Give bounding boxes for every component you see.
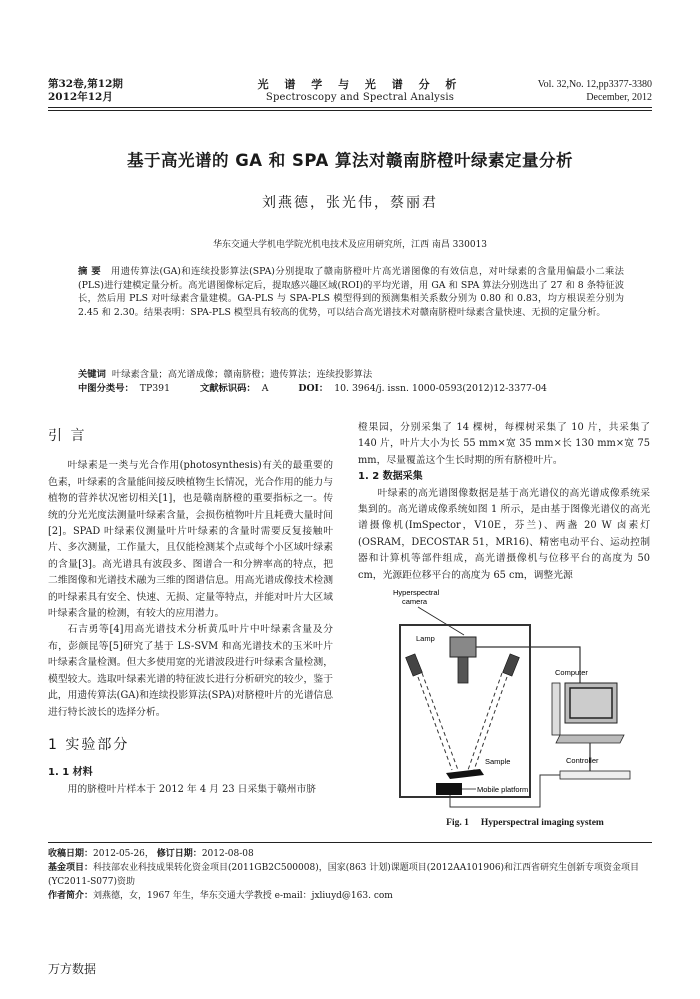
received-date: 2012-05-26， [93, 849, 154, 859]
figure-caption-number: Fig. 1 [446, 818, 469, 828]
paper-authors: 刘燕德，张光伟，蔡丽君 [262, 195, 438, 211]
section1-1-text-left: 用的脐橙叶片样本于 2012 年 4 月 23 日采集于赣州市脐 [67, 783, 317, 795]
figure-label-lamp: Lamp [416, 634, 435, 643]
header-date-cn: 2012年12月 [48, 91, 113, 103]
header-journal-block [250, 78, 470, 104]
abstract [78, 265, 624, 319]
header-date-en: December, 2012 [586, 92, 652, 103]
section1-2-heading: 1. 2 数据采集 [358, 471, 423, 483]
revised-date: 2012-08-08 [201, 849, 254, 859]
sample-leaf-icon [446, 769, 484, 779]
watermark: 万方数据 [48, 962, 97, 976]
doc-code-value: A [261, 382, 269, 394]
doi-label: DOI： [298, 382, 329, 394]
figure-label-camera-line1: Hyperspectral [393, 588, 440, 597]
section1-1-text-right: 橙果园，分别采集了 14 棵树，每棵树采集了 10 片，共采集了 140 片，叶片大小为长 55 mm×宽 35 mm×长 130 mm×宽 75 mm，尽量覆盖这个生长时期的所有脐橙叶片。 [358, 422, 650, 466]
lamp-right-icon [503, 654, 520, 676]
author-label: 作者简介： [48, 891, 94, 901]
intro-paragraph-1: 叶绿素是一类与光合作用(photosynthesis)有关的最重要的色素，叶绿素的含量能间接反映植物生长情况，光合作用的能力与植物的营养状况密切相关[1]，也是赣南脐橙的重要指标之一。传统的分光光度法测量叶绿素含量，会损伤植物叶片且耗费大量时间[2]。SPAD 叶绿素仪测量叶片叶绿素的含量时需要反复接触叶片、多次测量，工作量大，且仅能检测某个点或每个小区域叶绿素的含量[3]。高光谱具有波段多、图谱合一和分辨率高的特点，把二维图像和光谱技术融为三维的图谱信息。用高光谱成像技术检测的叶绿素具有安全、快速、无损、定量等特点，并能对叶片大区域叶绿素含量的检测，有较大的应用潜力。 [48, 460, 333, 620]
header-journal-en: Spectroscopy and Spectral Analysis [265, 92, 455, 103]
camera-lens-icon [458, 657, 468, 683]
keywords-label: 关键词 [78, 369, 106, 380]
section1-heading: 1 实验部分 [48, 736, 130, 753]
abstract-text: 用遗传算法(GA)和连续投影算法(SPA)分别提取了赣南脐橙叶片高光谱图像的有效信息，对叶绿素的含量用偏最小二乘法(PLS)进行建模定量分析。高光谱图像标定后，提取感兴趣区域(ROI)的平均光谱，用 GA 和 SPA 算法分别选出了 27 和 8 条特征波长，然后用 PLS 对叶绿素含量建模。GA-PLS 与 SPA-PLS 模型得到的预测集相关系数分别为 0.80 和 0.83，均方根误差分别为 2.45 和 2.30。结果表明：SPA-PLS 模型具有较高的优势，可以结合高光谱技术对赣南脐橙叶绿素含量快速、无损的定量分析。 [78, 266, 624, 318]
abstract-label: 摘 要 [78, 266, 102, 277]
figure-1-diagram [380, 585, 670, 813]
classification-line [78, 382, 624, 396]
figure-label-controller: Controller [566, 756, 599, 765]
section1-1-heading: 1. 1 材料 [48, 767, 93, 779]
right-column [358, 420, 650, 584]
controller-icon [560, 771, 630, 779]
header-vol-pages: Vol. 32,No. 12,pp3377-3380 [537, 79, 652, 90]
doi-value: 10. 3964/j. issn. 1000-0593(2012)12-3377-04 [334, 382, 547, 394]
author-text: 刘燕德，女，1967 年生，华东交通大学教授 e-mail：jxliuyd@163. com [93, 891, 393, 901]
received-label: 收稿日期： [48, 849, 94, 859]
mobile-platform-icon [436, 783, 462, 795]
header-rule-top [48, 107, 652, 108]
keywords-block [78, 368, 624, 395]
camera-pointer-line [418, 607, 464, 635]
paper-title: 基于高光谱的 GA 和 SPA 算法对赣南脐橙叶绿素定量分析 [126, 151, 574, 170]
fund-label: 基金项目： [48, 863, 94, 873]
revised-label: 修订日期： [156, 849, 202, 859]
figure-label-mobile: Mobile platform [477, 785, 529, 794]
intro-paragraph-2: 石吉勇等[4]用高光谱技术分析黄瓜叶片中叶绿素含量及分布，彭颜昆等[5]研究了基于 LS-SVM 和高光谱技术的玉米叶片叶绿素含量检测。但大多使用宽的光谱波段进行叶绿素含量检测，模型较大。选取叶绿素光谱的特征波长进行分析研究的较少，鉴于此，用遗传算法(GA)和连续投影算法(SPA)对脐橙叶片的光谱信息进行特长波长的选择分析。 [48, 624, 333, 718]
figure-1-caption [400, 818, 650, 828]
keywords-text: 叶绿素含量；高光谱成像；赣南脐橙；遗传算法；连续投影算法 [111, 369, 373, 380]
doc-code-label: 文献标识码： [199, 382, 256, 394]
left-column [48, 428, 333, 798]
footnote-rule [48, 842, 652, 843]
footnote-block [48, 847, 652, 903]
beam-left-inner [422, 673, 458, 770]
clc-value: TP391 [139, 382, 170, 394]
figure-label-sample: Sample [485, 757, 511, 766]
header-volume-block [48, 78, 123, 104]
figure-label-computer: Computer [555, 668, 588, 677]
beam-left-outer [418, 677, 452, 770]
intro-heading: 引 言 [48, 428, 87, 444]
computer-keyboard-icon [556, 735, 624, 743]
camera-icon [450, 637, 476, 657]
figure-label-camera-line2: camera [402, 597, 428, 606]
footnote-dates [48, 847, 652, 861]
footnote-author [48, 889, 652, 903]
header-vol-block [538, 78, 652, 104]
footnote-fund [48, 861, 652, 889]
fund-text: 科技部农业科技成果转化资金项目(2011GB2C500008)，国家(863 计划)课题项目(2012AA101906)和江西省研究生创新专项资金项目(YC2011-S077)资助 [48, 863, 640, 887]
keywords-line [78, 368, 624, 382]
lamp-left-icon [406, 654, 423, 676]
beam-right-inner [468, 673, 502, 770]
figure-caption-text: Hyperspectral imaging system [480, 818, 604, 828]
clc-label: 中图分类号： [78, 382, 134, 394]
header-rule-bottom [48, 110, 652, 111]
computer-screen-icon [570, 688, 612, 718]
section1-2-text: 叶绿素的高光谱图像数据是基于高光谱仪的高光谱成像系统采集到的。高光谱成像系统如图 1 所示，是由基于图像光谱仪的高光谱摄像机(ImSpector，V10E，芬兰)、两盏 20 W 卤素灯(OSRAM，DECOSTAR 51，MR16)、精密电动平台、运动控制器和计算机等部件组成，高光谱摄像机与位移平台的高度为 50 cm，光源距位移平台的高度为 65 cm，调整光源 [358, 487, 650, 581]
header-journal-cn: 光 谱 学 与 光 谱 分 析 [257, 78, 463, 91]
header-volume-issue: 第32卷,第12期 [48, 78, 123, 90]
paper-affiliation: 华东交通大学机电学院光机电技术及应用研究所，江西 南昌 330013 [212, 240, 488, 250]
computer-tower-icon [552, 683, 560, 735]
